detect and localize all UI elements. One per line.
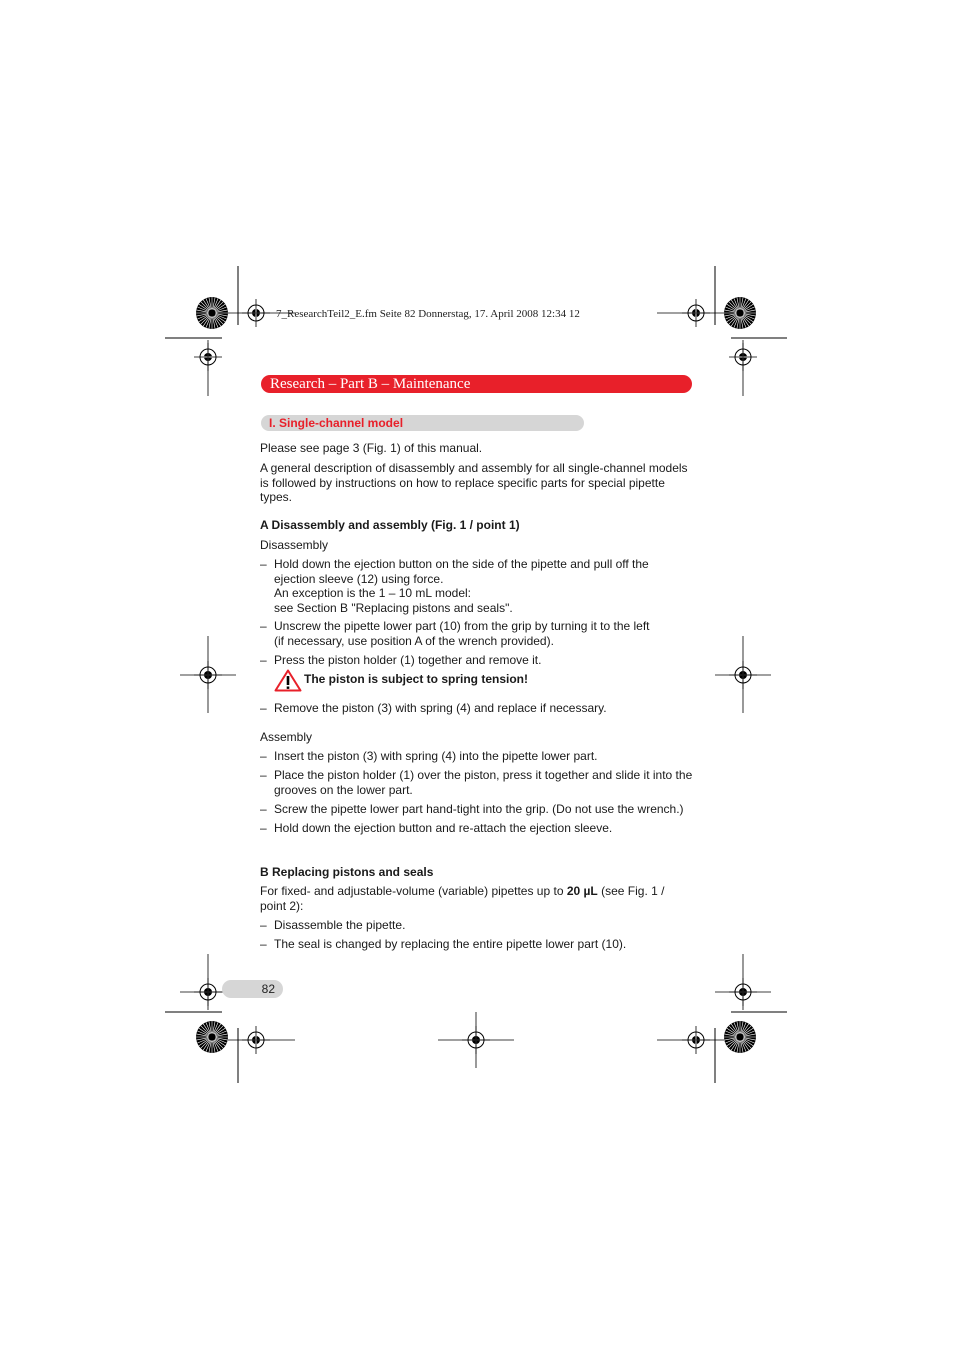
disassembly-label: Disassembly — [260, 538, 329, 552]
section-title-bar — [261, 375, 692, 393]
list-item-text: Screw the pipette lower part hand-tight into the grip. (Do not use the wrench.) — [274, 802, 684, 816]
dash: – — [260, 701, 267, 715]
part-a-heading: A Disassembly and assembly (Fig. 1 / point 1) — [260, 518, 520, 532]
assembly-label: Assembly — [260, 730, 313, 744]
list-item-text: (if necessary, use position A of the wrench provided). — [274, 633, 554, 648]
registration-mark-icon — [729, 340, 757, 396]
part-b-intro-text: (see Fig. 1 / point 2): — [260, 884, 665, 913]
list-item-text: Press the piston holder (1) together and remove it. — [274, 653, 542, 667]
list-item-text: Hold down the ejection button on the side of the pipette and pull off the ejection sleeve (12) using force. — [274, 557, 649, 586]
part-b-intro-volume: 20 µL — [566, 884, 598, 898]
registration-mark-icon — [194, 340, 222, 396]
part-b-heading: B Replacing pistons and seals — [260, 865, 434, 879]
dash: – — [260, 749, 267, 763]
list-item-text: Remove the piston (3) with spring (4) and replace if necessary. — [274, 701, 607, 715]
list-item-text: An exception is the 1 – 10 mL model: — [274, 586, 472, 600]
list-item-text: Hold down the ejection button and re-attach the ejection sleeve. — [274, 821, 613, 835]
dash: – — [260, 937, 267, 951]
list-item-text: Disassemble the pipette. — [274, 918, 406, 932]
section-title: Research – Part B – Maintenance — [270, 376, 471, 392]
dash: – — [260, 821, 267, 835]
dash: – — [260, 802, 267, 816]
registration-mark-icon — [438, 1012, 514, 1068]
dash: – — [260, 619, 267, 633]
dash: – — [260, 918, 267, 932]
registration-mark-icon — [715, 954, 771, 1010]
subsection-title: I. Single-channel model — [269, 416, 404, 430]
file-header: 7_ResearchTeil2_E.fm Seite 82 Donnerstag, 17. April 2008 12:34 12 — [276, 308, 580, 320]
intro-paragraph: A general description of disassembly and assembly for all single-channel models is followed by instructions on how to replace specific parts for special pipette types. — [260, 461, 688, 504]
list-item-text: Unscrew the pipette lower part (10) from the grip by turning it to the left — [274, 619, 650, 633]
dash: – — [260, 768, 267, 782]
color-wheel-icon — [196, 297, 228, 329]
registration-mark-icon — [715, 636, 771, 713]
dash: – — [260, 557, 267, 571]
page-number: 82 — [261, 982, 275, 996]
list-item-text: see Section B "Replacing pistons and seals". — [274, 600, 513, 615]
warning-text: The piston is subject to spring tension! — [304, 672, 529, 686]
warning-triangle-icon — [274, 669, 302, 692]
dash: – — [260, 653, 267, 667]
subsection-title-bar — [261, 415, 584, 431]
list-item-text: Insert the piston (3) with spring (4) into the pipette lower part. — [274, 749, 598, 763]
registration-mark-icon — [657, 1026, 724, 1054]
color-wheel-icon — [196, 1021, 228, 1053]
intro-paragraph: Please see page 3 (Fig. 1) of this manual. — [260, 441, 483, 455]
color-wheel-icon — [724, 1021, 756, 1053]
part-b-intro-text: For fixed- and adjustable-volume (variable) pipettes up to — [260, 884, 567, 898]
registration-mark-icon — [657, 299, 724, 327]
list-item-text: The seal is changed by replacing the entire pipette lower part (10). — [274, 937, 627, 951]
part-b-intro — [260, 884, 680, 913]
registration-mark-icon — [180, 636, 236, 713]
page-number-pill — [222, 980, 283, 998]
list-item-text: Place the piston holder (1) over the piston, press it together and slide it into the grooves on the lower part. — [274, 768, 693, 797]
color-wheel-icon — [724, 297, 756, 329]
